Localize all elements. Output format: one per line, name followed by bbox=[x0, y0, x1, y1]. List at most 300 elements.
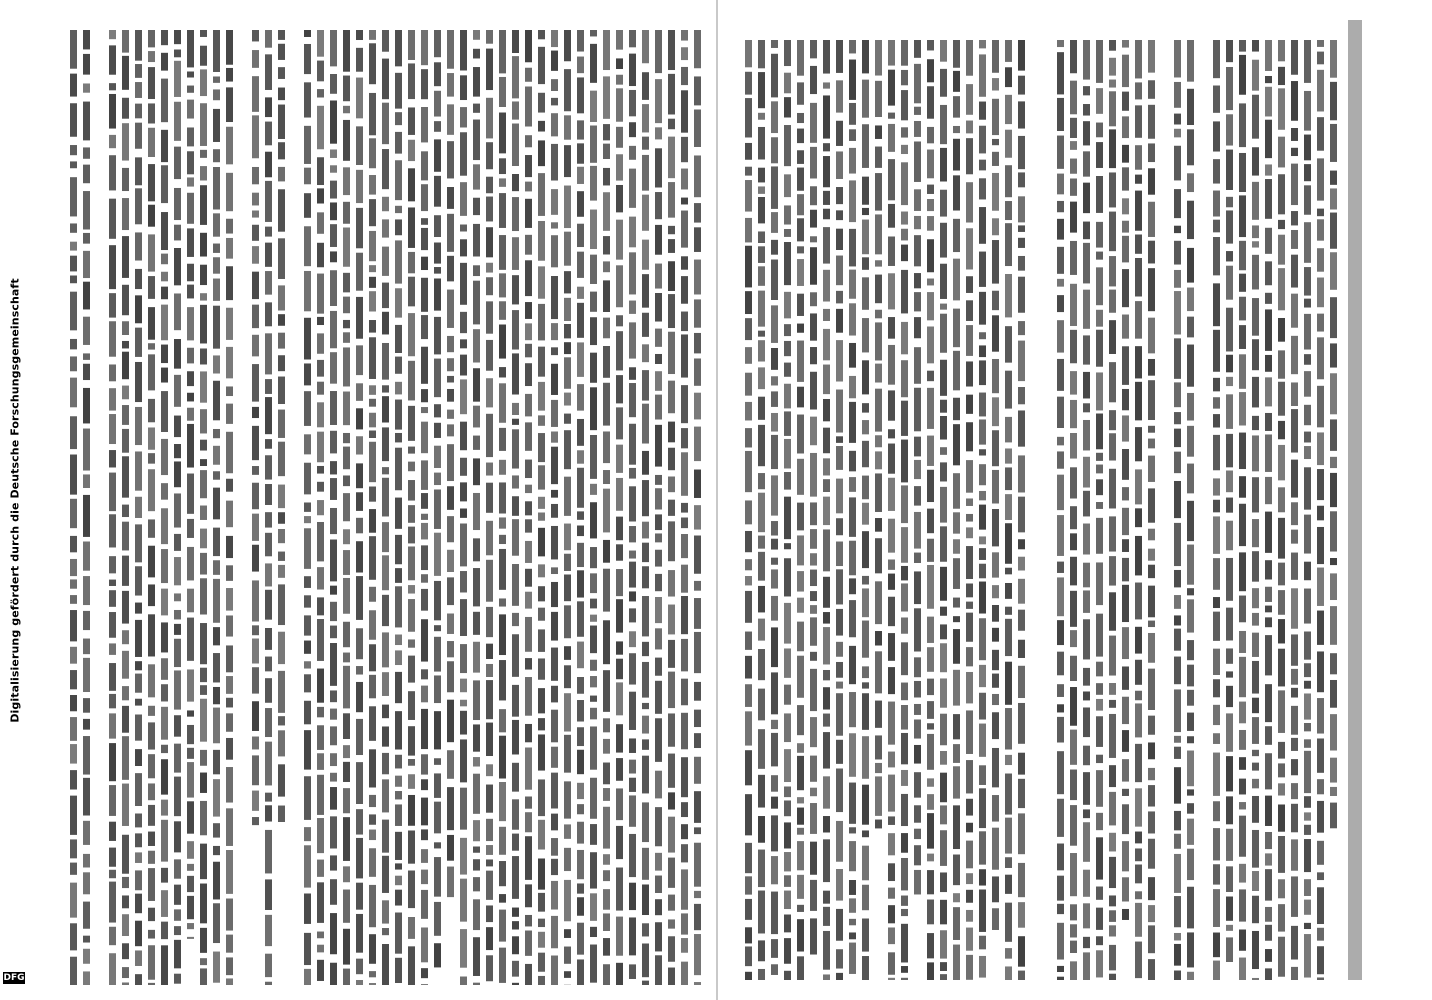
text-line-fragment bbox=[823, 309, 830, 321]
text-line-fragment bbox=[655, 192, 662, 219]
text-line-fragment bbox=[473, 368, 480, 401]
text-line-fragment bbox=[603, 763, 610, 785]
text-line-fragment bbox=[681, 503, 688, 513]
text-line-fragment bbox=[278, 44, 285, 60]
text-line-fragment bbox=[1226, 866, 1233, 892]
text-line-fragment bbox=[966, 602, 973, 609]
text-line-fragment bbox=[330, 816, 337, 848]
text-line-fragment bbox=[473, 436, 480, 450]
text-line-fragment bbox=[486, 197, 493, 222]
text-line-fragment bbox=[70, 356, 77, 371]
text-line-fragment bbox=[434, 359, 441, 398]
text-line-fragment bbox=[408, 527, 415, 544]
text-line-fragment bbox=[252, 701, 259, 731]
text-line-fragment bbox=[1265, 949, 1272, 962]
text-line-fragment bbox=[1174, 338, 1181, 379]
text-line-fragment bbox=[408, 406, 415, 441]
text-line-fragment bbox=[317, 360, 324, 377]
text-line-fragment bbox=[771, 240, 778, 255]
text-line-fragment bbox=[888, 775, 895, 812]
text-line-fragment bbox=[629, 964, 636, 979]
text-line-fragment bbox=[1304, 314, 1311, 350]
text-line-fragment bbox=[1330, 511, 1337, 551]
text-line-fragment bbox=[200, 968, 207, 985]
text-line-fragment bbox=[135, 524, 142, 562]
text-line-fragment bbox=[1265, 853, 1272, 865]
text-line-fragment bbox=[836, 40, 843, 73]
text-line-fragment bbox=[317, 402, 324, 427]
text-line-fragment bbox=[343, 929, 350, 965]
text-line-fragment bbox=[83, 364, 90, 380]
text-line-fragment bbox=[122, 123, 129, 160]
text-line-fragment bbox=[823, 95, 830, 138]
text-line-fragment bbox=[83, 317, 90, 345]
text-line-fragment bbox=[408, 63, 415, 99]
text-line-fragment bbox=[200, 844, 207, 880]
text-line-fragment bbox=[551, 916, 558, 948]
text-line-fragment bbox=[1135, 691, 1142, 700]
text-line-fragment bbox=[1226, 197, 1233, 207]
text-line-fragment bbox=[745, 500, 752, 524]
text-line-fragment bbox=[1278, 590, 1285, 615]
text-line-fragment bbox=[499, 894, 506, 903]
text-line-fragment bbox=[1330, 188, 1337, 209]
text-line-fragment bbox=[330, 100, 337, 143]
text-line-fragment bbox=[1304, 299, 1311, 308]
text-line-fragment bbox=[278, 529, 285, 543]
text-line-fragment bbox=[797, 535, 804, 565]
text-line-fragment bbox=[823, 907, 830, 926]
text-line-fragment bbox=[252, 514, 259, 541]
text-line-fragment bbox=[473, 493, 480, 530]
text-line-fragment bbox=[343, 666, 350, 709]
text-line-fragment bbox=[1213, 679, 1220, 697]
text-line-fragment bbox=[564, 342, 571, 354]
text-line-fragment bbox=[382, 103, 389, 144]
text-line-fragment bbox=[460, 739, 467, 782]
text-line-fragment bbox=[330, 709, 337, 720]
text-line-fragment bbox=[1122, 539, 1129, 552]
text-line-fragment bbox=[200, 773, 207, 793]
text-line-fragment bbox=[421, 669, 428, 679]
text-line-fragment bbox=[486, 227, 493, 257]
text-line-fragment bbox=[473, 846, 480, 852]
text-line-fragment bbox=[161, 759, 168, 794]
text-line-fragment bbox=[148, 584, 155, 606]
text-line-fragment bbox=[317, 725, 324, 750]
text-line-fragment bbox=[109, 882, 116, 923]
text-line-fragment bbox=[109, 590, 116, 607]
text-line-fragment bbox=[148, 754, 155, 778]
text-line-fragment bbox=[694, 827, 701, 834]
text-line-fragment bbox=[901, 583, 908, 611]
text-line-fragment bbox=[512, 921, 519, 929]
text-line-fragment bbox=[1291, 926, 1298, 960]
text-line-fragment bbox=[473, 198, 480, 215]
text-line-fragment bbox=[1187, 89, 1194, 125]
text-line-fragment bbox=[174, 777, 181, 817]
text-line-fragment bbox=[525, 30, 532, 62]
text-line-fragment bbox=[681, 47, 688, 60]
text-line-fragment bbox=[174, 50, 181, 58]
text-line-fragment bbox=[914, 745, 921, 764]
text-line-fragment bbox=[551, 881, 558, 910]
text-line-fragment bbox=[836, 210, 843, 220]
text-line-fragment bbox=[1317, 872, 1324, 880]
text-line-fragment bbox=[1005, 818, 1012, 854]
text-line-fragment bbox=[1018, 497, 1025, 533]
text-line-fragment bbox=[434, 243, 441, 264]
text-line-fragment bbox=[343, 969, 350, 985]
text-line-fragment bbox=[317, 106, 324, 149]
text-line-fragment bbox=[395, 132, 402, 154]
text-line-fragment bbox=[122, 736, 129, 780]
text-line-fragment bbox=[784, 971, 791, 980]
text-line-fragment bbox=[512, 961, 519, 977]
text-line-fragment bbox=[174, 61, 181, 97]
text-line-fragment bbox=[862, 420, 869, 434]
text-line-fragment bbox=[642, 155, 649, 191]
text-line-fragment bbox=[616, 445, 623, 473]
text-line-fragment bbox=[395, 325, 402, 353]
text-line-fragment bbox=[797, 459, 804, 495]
text-line-fragment bbox=[1109, 320, 1116, 354]
text-line-fragment bbox=[1083, 563, 1090, 588]
text-line-fragment bbox=[1096, 40, 1103, 83]
text-line-fragment bbox=[862, 503, 869, 525]
text-line-fragment bbox=[356, 541, 363, 572]
text-line-fragment bbox=[629, 252, 636, 294]
text-line-fragment bbox=[642, 943, 649, 977]
text-line-fragment bbox=[330, 352, 337, 383]
text-line-fragment bbox=[1070, 400, 1077, 428]
text-line-fragment bbox=[784, 292, 791, 319]
text-line-fragment bbox=[1304, 405, 1311, 425]
text-line-fragment bbox=[252, 483, 259, 510]
text-line-fragment bbox=[901, 90, 908, 120]
text-line-fragment bbox=[810, 40, 817, 58]
text-line-fragment bbox=[1330, 787, 1337, 796]
text-line-fragment bbox=[252, 305, 259, 329]
text-line-fragment bbox=[1122, 236, 1129, 263]
text-line-fragment bbox=[1330, 124, 1337, 162]
text-line-fragment bbox=[304, 168, 311, 185]
text-line-fragment bbox=[1291, 967, 1298, 980]
text-line-fragment bbox=[473, 859, 480, 870]
text-line-fragment bbox=[1070, 433, 1077, 459]
text-line-fragment bbox=[1213, 828, 1220, 860]
text-line-fragment bbox=[564, 947, 571, 964]
text-line-fragment bbox=[927, 279, 934, 286]
text-line-fragment bbox=[1070, 202, 1077, 233]
text-line-fragment bbox=[1304, 467, 1311, 509]
text-line-fragment bbox=[161, 165, 168, 203]
text-line-fragment bbox=[1265, 120, 1272, 158]
text-line-fragment bbox=[888, 40, 895, 66]
text-line-fragment bbox=[927, 199, 934, 211]
text-line-fragment bbox=[317, 157, 324, 185]
text-line-fragment bbox=[538, 93, 545, 113]
text-line-fragment bbox=[70, 610, 77, 641]
text-line-fragment bbox=[252, 193, 259, 206]
text-line-fragment bbox=[875, 40, 882, 76]
text-line-fragment bbox=[408, 917, 415, 939]
text-line-fragment bbox=[161, 622, 168, 652]
text-line-fragment bbox=[1122, 585, 1129, 622]
text-line-fragment bbox=[927, 216, 934, 231]
text-line-fragment bbox=[356, 719, 363, 755]
text-line-fragment bbox=[603, 913, 610, 931]
text-line-fragment bbox=[330, 251, 337, 262]
text-line-fragment bbox=[1226, 471, 1233, 493]
text-line-fragment bbox=[836, 609, 843, 636]
text-line-fragment bbox=[1005, 875, 1012, 894]
text-line-fragment bbox=[408, 277, 415, 307]
text-line-fragment bbox=[1213, 705, 1220, 725]
text-line-fragment bbox=[1317, 887, 1324, 924]
text-line-fragment bbox=[200, 69, 207, 96]
text-line-fragment bbox=[1083, 619, 1090, 659]
text-line-fragment bbox=[343, 713, 350, 739]
text-line-fragment bbox=[1239, 325, 1246, 349]
text-line-fragment bbox=[1174, 146, 1181, 181]
text-line-fragment bbox=[395, 876, 402, 886]
text-line-fragment bbox=[1213, 558, 1220, 590]
text-line-fragment bbox=[512, 419, 519, 425]
text-line-fragment bbox=[771, 54, 778, 98]
text-line-fragment bbox=[784, 603, 791, 644]
text-line-fragment bbox=[655, 127, 662, 139]
text-line-fragment bbox=[771, 964, 778, 975]
text-line-fragment bbox=[109, 321, 116, 356]
text-line-fragment bbox=[447, 358, 454, 371]
text-line-fragment bbox=[1239, 241, 1246, 270]
text-line-fragment bbox=[979, 464, 986, 485]
text-line-fragment bbox=[1096, 414, 1103, 450]
text-line-fragment bbox=[174, 534, 181, 551]
text-line-fragment bbox=[810, 617, 817, 645]
text-line-fragment bbox=[135, 674, 142, 693]
text-line-fragment bbox=[681, 757, 688, 797]
text-line-fragment bbox=[875, 631, 882, 645]
text-line-fragment bbox=[914, 40, 921, 58]
text-line-fragment bbox=[213, 952, 220, 983]
text-line-fragment bbox=[758, 689, 765, 721]
text-line-fragment bbox=[395, 448, 402, 491]
text-line-fragment bbox=[434, 423, 441, 438]
text-line-fragment bbox=[1226, 796, 1233, 824]
text-line-fragment bbox=[1278, 174, 1285, 214]
text-line-fragment bbox=[174, 444, 181, 458]
text-line-fragment bbox=[901, 145, 908, 154]
text-line-fragment bbox=[992, 40, 999, 73]
text-line-fragment bbox=[966, 228, 973, 269]
text-line-fragment bbox=[525, 87, 532, 127]
text-line-fragment bbox=[668, 570, 675, 596]
text-line-fragment bbox=[1278, 804, 1285, 831]
text-line-fragment bbox=[486, 340, 493, 371]
text-line-fragment bbox=[538, 497, 545, 509]
text-line-fragment bbox=[304, 641, 311, 654]
text-line-fragment bbox=[148, 722, 155, 749]
text-line-fragment bbox=[356, 297, 363, 339]
text-line-fragment bbox=[213, 213, 220, 236]
text-line-fragment bbox=[1070, 904, 1077, 920]
text-line-fragment bbox=[590, 626, 597, 654]
text-line-fragment bbox=[1317, 928, 1324, 941]
text-line-fragment bbox=[1278, 40, 1285, 61]
text-line-fragment bbox=[694, 757, 701, 784]
text-line-fragment bbox=[901, 705, 908, 730]
text-line-fragment bbox=[551, 710, 558, 743]
text-line-fragment bbox=[668, 605, 675, 635]
text-line-fragment bbox=[953, 616, 960, 622]
text-line-fragment bbox=[992, 99, 999, 135]
text-line-fragment bbox=[590, 292, 597, 312]
text-line-fragment bbox=[823, 270, 830, 302]
text-line-fragment bbox=[213, 846, 220, 855]
text-line-fragment bbox=[395, 206, 402, 213]
text-line-fragment bbox=[810, 186, 817, 205]
text-line-fragment bbox=[784, 938, 791, 964]
text-line-fragment bbox=[421, 523, 428, 540]
text-line-fragment bbox=[1252, 40, 1259, 52]
text-line-fragment bbox=[1239, 702, 1246, 724]
text-line-fragment bbox=[369, 487, 376, 502]
text-line-fragment bbox=[629, 122, 636, 137]
text-line-fragment bbox=[122, 30, 129, 53]
text-line-fragment bbox=[1278, 268, 1285, 310]
text-line-fragment bbox=[382, 753, 389, 774]
text-line-fragment bbox=[213, 627, 220, 645]
text-line-fragment bbox=[1096, 683, 1103, 695]
text-line-fragment bbox=[525, 182, 532, 192]
text-line-fragment bbox=[836, 768, 843, 812]
text-line-fragment bbox=[1226, 713, 1233, 751]
text-line-fragment bbox=[745, 98, 752, 137]
text-line-fragment bbox=[888, 159, 895, 200]
text-line-fragment bbox=[161, 254, 168, 265]
text-line-fragment bbox=[382, 247, 389, 276]
text-line-fragment bbox=[174, 859, 181, 878]
text-line-fragment bbox=[356, 666, 363, 674]
text-line-fragment bbox=[265, 181, 272, 222]
text-line-fragment bbox=[979, 207, 986, 244]
text-line-fragment bbox=[603, 318, 610, 339]
text-line-fragment bbox=[538, 415, 545, 425]
text-line-fragment bbox=[1096, 465, 1103, 474]
text-line-fragment bbox=[1317, 841, 1324, 865]
text-line-fragment bbox=[577, 750, 584, 774]
text-line-fragment bbox=[694, 333, 701, 353]
text-line-fragment bbox=[109, 694, 116, 708]
text-line-fragment bbox=[1304, 371, 1311, 397]
text-line-fragment bbox=[395, 832, 402, 860]
text-line-fragment bbox=[1317, 568, 1324, 606]
text-line-fragment bbox=[1291, 294, 1298, 328]
text-line-fragment bbox=[758, 649, 765, 680]
text-line-fragment bbox=[187, 264, 194, 282]
text-line-fragment bbox=[758, 536, 765, 549]
text-line-fragment bbox=[849, 270, 856, 299]
text-line-fragment bbox=[992, 240, 999, 284]
text-line-fragment bbox=[758, 816, 765, 843]
text-line-fragment bbox=[330, 773, 337, 782]
text-line-fragment bbox=[901, 642, 908, 675]
text-line-fragment bbox=[590, 726, 597, 769]
text-line-fragment bbox=[745, 373, 752, 396]
text-line-fragment bbox=[148, 103, 155, 123]
text-line-fragment bbox=[1278, 742, 1285, 759]
text-line-fragment bbox=[135, 295, 142, 323]
text-line-fragment bbox=[317, 466, 324, 474]
text-line-fragment bbox=[1070, 557, 1077, 586]
text-line-fragment bbox=[109, 556, 116, 573]
text-line-fragment bbox=[1304, 825, 1311, 835]
text-line-fragment bbox=[512, 936, 519, 954]
text-line-fragment bbox=[1317, 117, 1324, 151]
text-line-fragment bbox=[1135, 583, 1142, 620]
text-line-fragment bbox=[187, 30, 194, 67]
text-line-fragment bbox=[161, 922, 168, 940]
text-line-fragment bbox=[914, 189, 921, 211]
text-line-fragment bbox=[135, 497, 142, 518]
text-line-fragment bbox=[70, 863, 77, 875]
text-line-fragment bbox=[914, 273, 921, 288]
text-line-fragment bbox=[1291, 502, 1298, 525]
text-line-fragment bbox=[486, 607, 493, 637]
text-line-fragment bbox=[1109, 636, 1116, 676]
text-line-fragment bbox=[70, 161, 77, 168]
text-line-fragment bbox=[953, 351, 960, 391]
text-line-fragment bbox=[862, 785, 869, 825]
text-line-fragment bbox=[1070, 961, 1077, 980]
text-line-fragment bbox=[1096, 614, 1103, 657]
text-line-fragment bbox=[849, 919, 856, 925]
text-line-fragment bbox=[1135, 382, 1142, 421]
text-line-fragment bbox=[161, 508, 168, 544]
text-line-fragment bbox=[421, 69, 428, 99]
text-line-fragment bbox=[1265, 560, 1272, 579]
text-line-fragment bbox=[278, 238, 285, 279]
text-line-fragment bbox=[460, 379, 467, 414]
text-line-fragment bbox=[758, 891, 765, 934]
text-line-fragment bbox=[434, 758, 441, 765]
text-line-fragment bbox=[862, 318, 869, 352]
text-line-fragment bbox=[421, 278, 428, 312]
text-line-fragment bbox=[1135, 82, 1142, 99]
text-line-fragment bbox=[1135, 258, 1142, 297]
text-line-fragment bbox=[382, 856, 389, 893]
text-line-fragment bbox=[265, 397, 272, 434]
text-line-fragment bbox=[810, 605, 817, 614]
text-line-fragment bbox=[849, 943, 856, 974]
text-line-fragment bbox=[1304, 432, 1311, 443]
text-line-fragment bbox=[109, 135, 116, 148]
text-line-fragment bbox=[797, 415, 804, 454]
text-line-fragment bbox=[382, 467, 389, 474]
text-line-fragment bbox=[1096, 88, 1103, 114]
text-line-fragment bbox=[966, 799, 973, 816]
text-line-fragment bbox=[83, 83, 90, 92]
text-line-fragment bbox=[148, 868, 155, 901]
text-line-fragment bbox=[551, 648, 558, 681]
text-line-fragment bbox=[83, 165, 90, 184]
text-line-fragment bbox=[1109, 700, 1116, 708]
text-line-fragment bbox=[694, 358, 701, 385]
text-line-fragment bbox=[226, 308, 233, 340]
text-line-fragment bbox=[1187, 173, 1194, 192]
